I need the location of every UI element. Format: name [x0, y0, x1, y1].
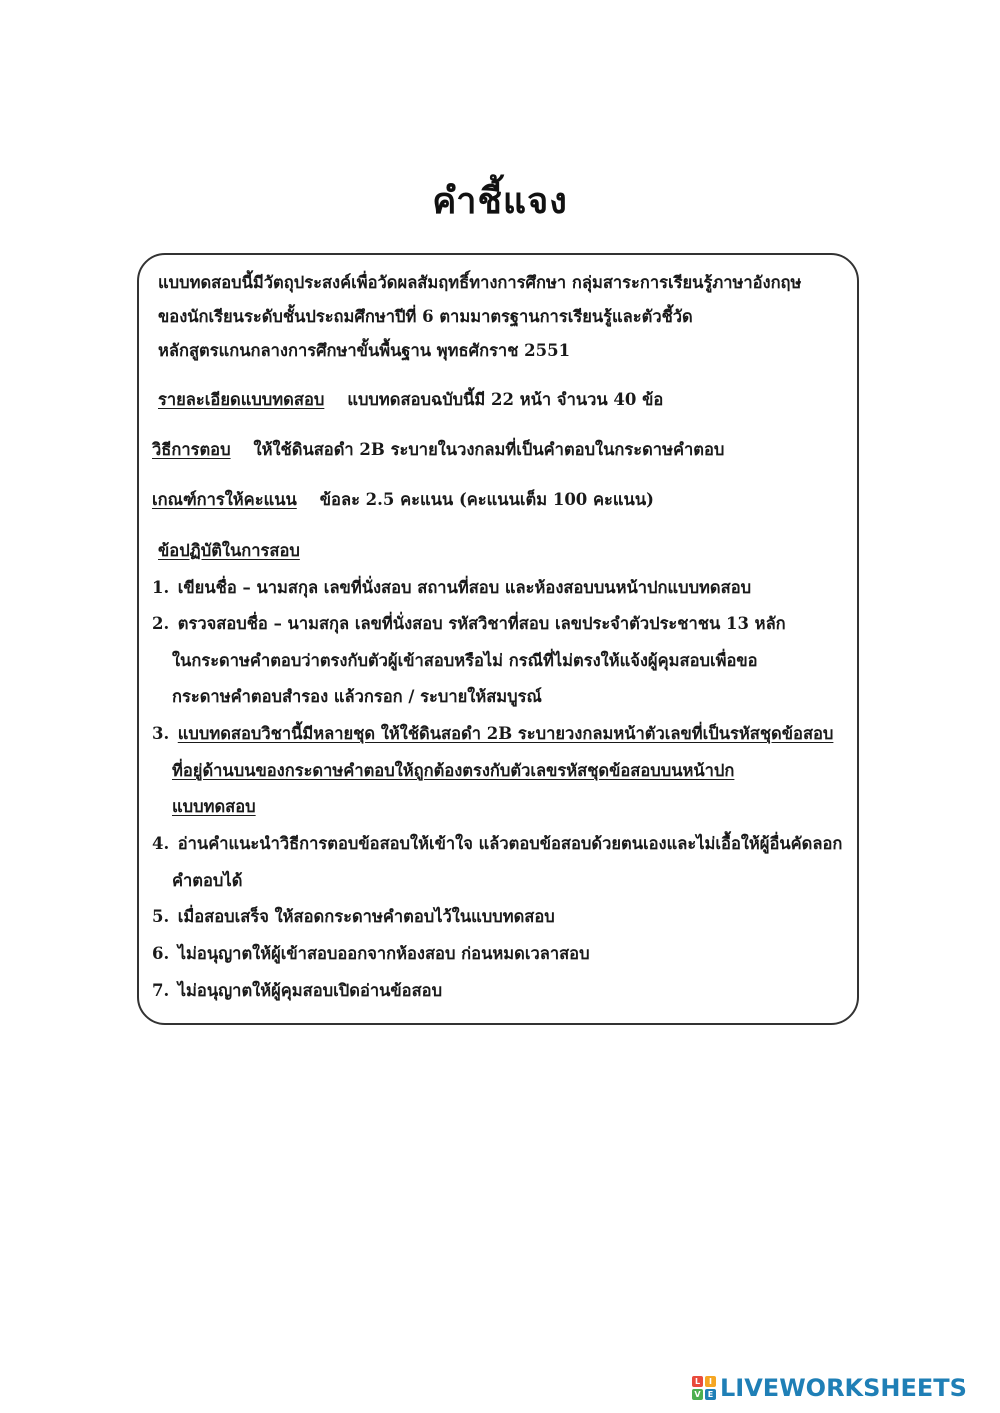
rule-number: 2.	[152, 614, 170, 633]
rule-text: อ่านคำแนะนำวิธีการตอบข้อสอบให้เข้าใจ แล้วตอบข้อสอบด้วยตนเองและไม่เอื้อให้ผู้อื่นคัดลอก	[177, 834, 843, 853]
logo-letter: I	[705, 1376, 716, 1387]
scoring-row	[152, 489, 654, 511]
rule-text: ตรวจสอบชื่อ – นามสกุล เลขที่นั่งสอบ รหัสวิชาที่สอบ เลขประจำตัวประชาชน 13 หลัก	[177, 614, 786, 633]
rule-text: เขียนชื่อ – นามสกุล เลขที่นั่งสอบ สถานที่สอบ และห้องสอบบนหน้าปกแบบทดสอบ	[177, 578, 752, 597]
rule-number: 3.	[152, 724, 170, 743]
rule-item-6	[152, 943, 590, 965]
rule-text: แบบทดสอบ	[172, 797, 256, 816]
logo-letter: V	[692, 1389, 703, 1400]
rule-text: กระดาษคำตอบสำรอง แล้วกรอก / ระบายให้สมบูรณ์	[172, 687, 542, 706]
scoring-text: ข้อละ 2.5 คะแนน (คะแนนเต็ม 100 คะแนน)	[319, 490, 654, 509]
page-title: คำชี้แจง	[432, 180, 568, 222]
logo-letter: E	[705, 1389, 716, 1400]
rule-number: 4.	[152, 834, 170, 853]
liveworksheets-logo-icon	[692, 1376, 716, 1400]
rules-heading: ข้อปฏิบัติในการสอบ	[158, 541, 300, 560]
rule-item-2	[152, 613, 786, 635]
rule-item-7	[152, 980, 442, 1002]
rule-text: ในกระดาษคำตอบว่าตรงกับตัวผู้เข้าสอบหรือไม่ กรณีที่ไม่ตรงให้แจ้งผู้คุมสอบเพื่อขอ	[172, 651, 758, 670]
rule-number: 1.	[152, 578, 170, 597]
rule-text: คำตอบได้	[172, 871, 243, 890]
rule-item-4	[152, 833, 842, 855]
rule-text: ที่อยู่ด้านบนของกระดาษคำตอบให้ถูกต้องตรงกับตัวเลขรหัสชุดข้อสอบบนหน้าปก	[172, 761, 735, 780]
details-label: รายละเอียดแบบทดสอบ	[158, 390, 325, 409]
details-text: แบบทดสอบฉบับนี้มี 22 หน้า จำนวน 40 ข้อ	[347, 390, 664, 409]
answer-method-label: วิธีการตอบ	[152, 440, 231, 459]
intro-line: หลักสูตรแกนกลางการศึกษาขั้นพื้นฐาน พุทธศักราช 2551	[158, 341, 571, 360]
intro-line: แบบทดสอบนี้มีวัตถุประสงค์เพื่อวัดผลสัมฤทธิ์ทางการศึกษา กลุ่มสาระการเรียนรู้ภาษาอังกฤษ	[158, 273, 802, 292]
watermark-text: LIVEWORKSHEETS	[720, 1374, 967, 1402]
intro-line: ของนักเรียนระดับชั้นประถมศึกษาปีที่ 6 ตามมาตรฐานการเรียนรู้และตัวชี้วัด	[158, 307, 693, 326]
answer-method-row	[152, 439, 724, 461]
rule-text: เมื่อสอบเสร็จ ให้สอดกระดาษคำตอบไว้ในแบบทดสอบ	[177, 907, 555, 926]
details-row	[158, 389, 663, 411]
rule-text: ไม่อนุญาตให้ผู้คุมสอบเปิดอ่านข้อสอบ	[177, 981, 443, 1000]
answer-method-text: ให้ใช้ดินสอดำ 2B ระบายในวงกลมที่เป็นคำตอบในกระดาษคำตอบ	[253, 440, 725, 459]
rule-item-1	[152, 577, 751, 599]
scoring-label: เกณฑ์การให้คะแนน	[152, 490, 297, 509]
rule-number: 7.	[152, 981, 170, 1000]
liveworksheets-watermark	[692, 1374, 967, 1402]
rule-item-5	[152, 906, 555, 928]
logo-letter: L	[692, 1376, 703, 1387]
rule-text: แบบทดสอบวิชานี้มีหลายชุด ให้ใช้ดินสอดำ 2B ระบายวงกลมหน้าตัวเลขที่เป็นรหัสชุดข้อสอบ	[177, 724, 834, 743]
rule-number: 5.	[152, 907, 170, 926]
rule-item-3	[152, 723, 833, 745]
rule-text: ไม่อนุญาตให้ผู้เข้าสอบออกจากห้องสอบ ก่อนหมดเวลาสอบ	[177, 944, 590, 963]
rule-number: 6.	[152, 944, 170, 963]
